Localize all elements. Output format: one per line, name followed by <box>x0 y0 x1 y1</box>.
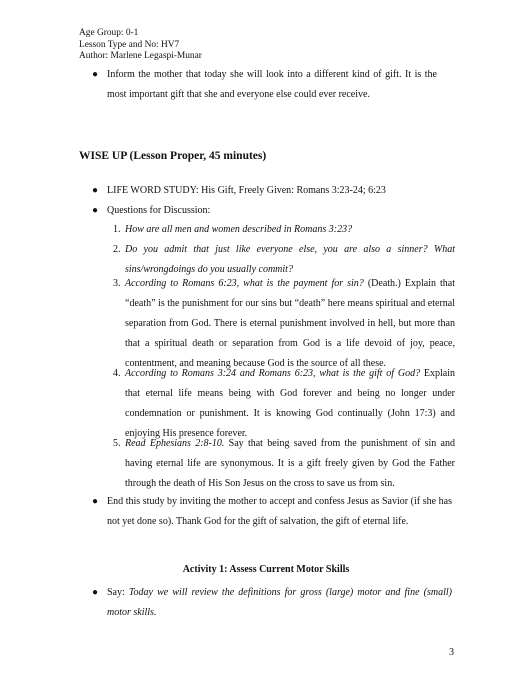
age-group-line: Age Group: 0-1 <box>79 28 139 38</box>
page-number: 3 <box>449 647 454 658</box>
question-text: Read Ephesians 2:8-10. Say that being saved from the punishment of sin and having eternal life are synonymous. It is a gift freely given by God the Father through the death of His Son Jesus on the cross to save us from sin. <box>125 438 455 489</box>
life-word-text: LIFE WORD STUDY: His Gift, Freely Given: Romans 3:23-24; 6:23 <box>107 185 386 196</box>
page-header <box>79 28 202 63</box>
activity-title: Activity 1: Assess Current Motor Skills <box>182 564 350 575</box>
lesson-line: Lesson Type and No: HV7 <box>79 39 180 50</box>
bullet-icon: ● <box>92 185 99 196</box>
bullet-icon: ● <box>92 69 99 80</box>
say-text: Say: Today we will review the definitions for gross (large) motor and fine (small) motor skills. <box>107 587 452 618</box>
question-number: 4. <box>113 368 121 379</box>
question-number: 3. <box>113 278 121 289</box>
question-number: 1. <box>113 224 121 235</box>
end-bullet-text: End this study by inviting the mother to accept and confess Jesus as Savior (if she has not yet done so). Thank God for the gift of salvation, the gift of eternal life. <box>107 496 452 527</box>
bullet-icon: ● <box>92 496 99 507</box>
question-text: According to Romans 3:24 and Romans 6:23, what is the gift of God? Explain that eternal life means being with God forever and being no longer under condemnation or punishment. It is knowing God continually (John 17:3) and enjoying His presence forever. <box>125 368 455 439</box>
question-text: According to Romans 6:23, what is the payment for sin? (Death.) Explain that “death” is the punishment for our sins but “death” here means spiritual and eternal separation from God. There is eternal punishment involved in hell, but more than that a spiritual death or separation from God is a life devoid of joy, peace, contentment, and meaning because God is the source of all these. <box>125 278 455 369</box>
bullet-icon: ● <box>92 205 99 216</box>
intro-bullet-text: Inform the mother that today she will look into a different kind of gift. It is the most important gift that she and everyone else could ever receive. <box>107 69 437 100</box>
question-text: How are all men and women described in Romans 3:23? <box>125 224 353 235</box>
question-text: Do you admit that just like everyone else, you are also a sinner? What sins/wrongdoings do you usually commit? <box>125 244 455 275</box>
section-heading: WISE UP (Lesson Proper, 45 minutes) <box>79 150 267 162</box>
questions-label: Questions for Discussion: <box>107 205 211 216</box>
question-number: 5. <box>113 438 121 449</box>
question-number: 2. <box>113 244 121 255</box>
author-line: Author: Marlene Legaspi-Munar <box>79 51 202 61</box>
bullet-icon: ● <box>92 587 99 598</box>
